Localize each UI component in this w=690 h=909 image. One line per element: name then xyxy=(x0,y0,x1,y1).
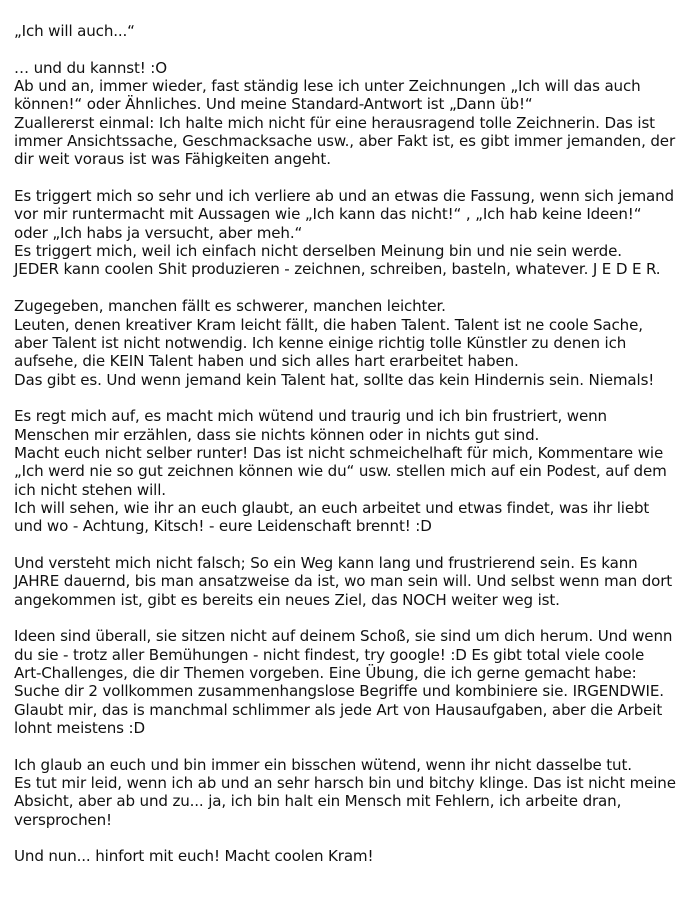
text-line: Suche dir 2 vollkommen zusammenhangslose Begriffe und kombiniere sie. IRGENDWIE. xyxy=(14,682,664,701)
paragraph-gap xyxy=(14,609,680,627)
paragraph xyxy=(14,297,680,389)
text-line: Und versteht mich nicht falsch; So ein Weg kann lang und frustrierend sein. Es kann xyxy=(14,553,638,572)
text-line: Zugegeben, manchen fällt es schwerer, manchen leichter. xyxy=(14,297,446,316)
text-line: Es triggert mich so sehr und ich verliere ab und an etwas die Fassung, wenn sich jemand xyxy=(14,187,674,206)
text-line: Zuallererst einmal: Ich halte mich nicht für eine herausragend tolle Zeichnerin. Das ist xyxy=(14,113,655,132)
text-line: „Ich werd nie so gut zeichnen können wie du“ usw. stellen mich auf ein Podest, auf dem xyxy=(14,462,667,481)
text-line: Und nun... hinfort mit euch! Macht coolen Kram! xyxy=(14,847,374,866)
text-line: können!“ oder Ähnliches. Und meine Standard-Antwort ist „Dann üb!“ xyxy=(14,95,533,114)
text-line: versprochen! xyxy=(14,810,112,829)
paragraph xyxy=(14,627,680,737)
text-line: Menschen mir erzählen, dass sie nichts können oder in nichts gut sind. xyxy=(14,425,540,444)
text-line: Glaubt mir, das is manchmal schlimmer als jede Art von Hausaufgaben, aber die Arbeit xyxy=(14,700,663,719)
text-line: Ideen sind überall, sie sitzen nicht auf deinem Schoß, sie sind um dich herum. Und wenn xyxy=(14,627,673,646)
text-line: vor mir runtermacht mit Aussagen wie „Ich kann das nicht!“ , „Ich hab keine Ideen!“ xyxy=(14,205,642,224)
text-line: Es triggert mich, weil ich einfach nicht derselben Meinung bin und nie sein werde. xyxy=(14,242,622,261)
document-body xyxy=(14,22,680,866)
text-line: Leuten, denen kreativer Kram leicht fällt, die haben Talent. Talent ist ne coole Sache, xyxy=(14,315,643,334)
paragraph-gap xyxy=(14,169,680,187)
paragraph xyxy=(14,554,680,609)
paragraph xyxy=(14,187,680,279)
text-line: Macht euch nicht selber runter! Das ist nicht schmeichelhaft für mich, Kommentare wie xyxy=(14,443,664,462)
text-line: Art-Challenges, die dir Themen vorgeben. Eine Übung, die ich gerne gemacht habe: xyxy=(14,664,637,683)
paragraph-gap xyxy=(14,737,680,755)
paragraph-gap xyxy=(14,389,680,407)
text-line: ich nicht stehen will. xyxy=(14,480,166,499)
paragraph-gap xyxy=(14,40,680,58)
text-line: Es regt mich auf, es macht mich wütend und traurig und ich bin frustriert, wenn xyxy=(14,407,607,426)
paragraph-gap xyxy=(14,829,680,847)
text-line: „Ich will auch...“ xyxy=(14,22,135,40)
text-line: Ich will sehen, wie ihr an euch glaubt, an euch arbeitet und etwas findet, was ihr liebt xyxy=(14,498,650,517)
text-line: aber Talent ist nicht notwendig. Ich kenne einige richtig tolle Künstler zu denen ich xyxy=(14,333,627,352)
text-line: du sie - trotz aller Bemühungen - nicht findest, try google! :D Es gibt total viele coole xyxy=(14,645,645,664)
paragraph xyxy=(14,407,680,535)
paragraph xyxy=(14,847,680,865)
paragraph xyxy=(14,59,680,169)
text-line: … und du kannst! :O xyxy=(14,58,167,77)
text-line: oder „Ich habs ja versucht, aber meh.“ xyxy=(14,223,303,242)
paragraph-gap xyxy=(14,536,680,554)
text-line: angekommen ist, gibt es bereits ein neues Ziel, das NOCH weiter weg ist. xyxy=(14,590,560,609)
paragraph-gap xyxy=(14,279,680,297)
text-line: JAHRE dauernd, bis man ansatzweise da ist, wo man sein will. Und selbst wenn man dort xyxy=(14,572,673,591)
text-line: aufsehe, die KEIN Talent haben und sich alles hart erarbeitet haben. xyxy=(14,352,519,371)
text-line: Absicht, aber ab und zu... ja, ich bin halt ein Mensch mit Fehlern, ich arbeite dran, xyxy=(14,792,622,811)
text-line: Es tut mir leid, wenn ich ab und an sehr harsch bin und bitchy klinge. Das ist nicht meine xyxy=(14,774,676,793)
text-line: Das gibt es. Und wenn jemand kein Talent hat, sollte das kein Hindernis sein. Niemals! xyxy=(14,370,655,389)
text-line: Ich glaub an euch und bin immer ein bisschen wütend, wenn ihr nicht dasselbe tut. xyxy=(14,755,632,774)
paragraph xyxy=(14,22,680,40)
text-line: dir weit voraus ist was Fähigkeiten angeht. xyxy=(14,150,331,169)
text-line: Ab und an, immer wieder, fast ständig lese ich unter Zeichnungen „Ich will das auch xyxy=(14,77,641,96)
paragraph xyxy=(14,756,680,829)
text-line: immer Ansichtssache, Geschmacksache usw., aber Fakt ist, es gibt immer jemanden, der xyxy=(14,132,675,151)
text-line: JEDER kann coolen Shit produzieren - zeichnen, schreiben, basteln, whatever. J E D E R. xyxy=(14,260,661,279)
text-line: lohnt meistens :D xyxy=(14,719,145,738)
text-line: und wo - Achtung, Kitsch! - eure Leidenschaft brennt! :D xyxy=(14,517,432,536)
